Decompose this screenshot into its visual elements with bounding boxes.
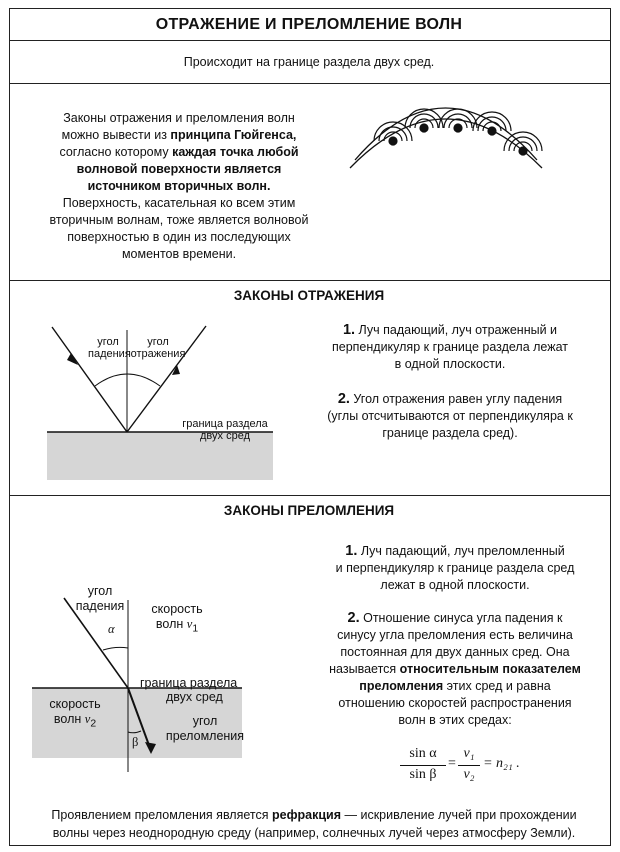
label-angle-incidence: угол падения [75,584,125,613]
huygens-line: можно вывести из принципа Гюйгенса, [61,128,297,142]
page-title: ОТРАЖЕНИЕ И ПРЕЛОМЛЕНИЕ ВОЛН [155,16,463,33]
label-boundary: граница раздела двух сред [182,418,268,442]
formula-v-num: v₁ [463,746,475,761]
huygens-line: Поверхность, касательная ко всем этим [62,196,296,210]
refraction-law-2: 2. Отношение синуса угла падения к синусу угла преломления есть величина постоянная для двух данных сред. Она называется относительным показателем преломления этих сред и равна отношению скоростей распространения волн в этих средах: [329,610,581,727]
reflection-law-2: 2. Угол отражения равен углу падения (углы отсчитываются от перпендикуляра к границе раздела сред). [327,391,573,440]
formula-n21: n₂₁ . [496,756,520,771]
label-speed-2: скорость волн $v_2$ [49,697,101,730]
formula-sin-num: sin α [409,746,437,761]
page-subtitle: Происходит на границе раздела двух сред. [183,55,435,69]
fraction-bar [400,765,446,766]
label-angle-incidence: угол падения [88,336,131,360]
refraction-title: ЗАКОНЫ ПРЕЛОМЛЕНИЯ [223,503,395,518]
reflection-law-1: 1. Луч падающий, луч отраженный и перпендикуляр к границе раздела лежат в одной плоскости. [331,322,569,371]
huygens-line: согласно которому каждая точка любой [59,145,299,159]
reflection-title: ЗАКОНЫ ОТРАЖЕНИЯ [233,288,385,303]
label-angle-reflection: угол отражения [130,336,186,360]
formula-sin-den: sin β [409,767,437,782]
refraction-law-1: 1. Луч падающий, луч преломленный и перпендикуляр к границе раздела сред лежат в одной плоскости. [335,543,575,592]
huygens-line: поверхностью в один из последующих [67,230,291,244]
alpha-arc [103,647,128,650]
label-speed-1: скорость волн $v_1$ [151,602,203,635]
huygens-line: вторичным волнам, тоже является волновой [49,213,309,227]
label-boundary: граница раздела двух сред [140,676,238,704]
fraction-bar [458,765,480,766]
formula-eq: = [484,756,492,771]
huygens-line: моментов времени. [121,247,237,261]
label-angle-refraction: угол преломления [165,714,245,743]
beta-symbol: β [132,735,139,749]
huygens-line: Законы отражения и преломления волн [63,111,295,125]
huygens-line: волновой поверхности является [76,162,282,176]
alpha-symbol: α [108,622,115,636]
formula-eq: = [448,756,456,771]
formula-v-den: v₂ [463,767,475,782]
huygens-line: источником вторичных волн. [87,179,271,193]
footer-text: Проявлением преломления является рефракция — искривление лучей при прохождении волны через неоднородную среду (например, солнечных лучей через атмосферу Земли). [51,808,577,840]
